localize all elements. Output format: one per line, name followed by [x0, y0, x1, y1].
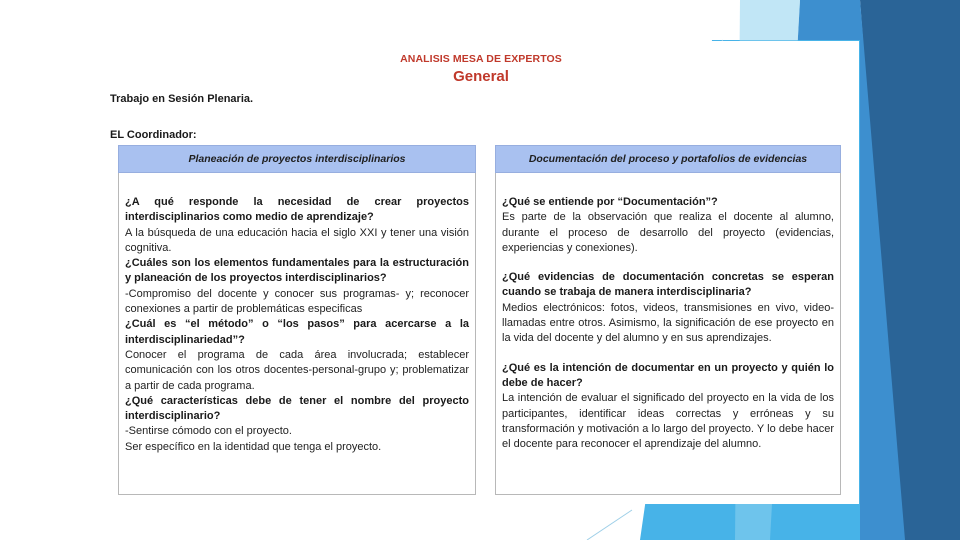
document-subtitle: General: [453, 68, 509, 85]
question: ¿A qué responde la necesidad de crear proyectos interdisciplinarios como medio de aprendizaje?: [125, 196, 469, 224]
answer: -Compromiso del docente y conocer sus programas- y; reconocer conexiones a partir de problemáticas especificas: [125, 287, 469, 316]
coordinator-heading: EL Coordinador:: [110, 129, 197, 141]
question: ¿Cuáles son los elementos fundamentales para la estructuración y planeación de los proyectos interdisciplinarios?: [125, 257, 469, 285]
answer: -Sentirse cómodo con el proyecto.: [125, 425, 292, 438]
column-header-planning: Planeación de proyectos interdisciplinarios: [118, 145, 476, 173]
document-page: [103, 41, 859, 504]
question: ¿Qué evidencias de documentación concretas se esperan cuando se trabaja de manera interdisciplinaria?: [502, 271, 834, 299]
question: ¿Qué es la intención de documentar en un proyecto y quién lo debe de hacer?: [502, 361, 834, 389]
answer: Medios electrónicos: fotos, videos, transmisiones en vivo, video-llamadas entre otros. Asimismo, la significación de ese proyecto en la vida del docente y del alumno y en sus aprendizajes.: [502, 301, 834, 345]
question: ¿Cuál es “el método” o “los pasos” para acercarse a la interdisciplinariedad”?: [125, 318, 469, 346]
answer: La intención de evaluar el significado del proyecto en la vida de los participantes, identificar ideas correctas y erróneas y su transformación y motivación a lo largo del proyecto. Y lo debe hacer el docente para reconocer el aprendizaje del alumno.: [502, 392, 834, 451]
deco-line: [587, 510, 632, 540]
question: ¿Qué se entiende por “Documentación”?: [502, 196, 718, 208]
answer: A la búsqueda de una educación hacia el siglo XXI y tener una visión cognitiva.: [125, 226, 469, 254]
session-heading: Trabajo en Sesión Plenaria.: [110, 93, 254, 105]
answer: Ser específico en la identidad que tenga el proyecto.: [125, 440, 382, 453]
document-title: ANALISIS MESA DE EXPERTOS: [400, 53, 562, 65]
question: ¿Qué características debe de tener el nombre del proyecto interdisciplinario?: [125, 394, 469, 423]
column-planning: [118, 173, 476, 495]
column-header-documentation: Documentación del proceso y portafolios de evidencias: [495, 145, 841, 173]
column-documentation: [495, 173, 841, 495]
answer: Es parte de la observación que realiza el docente al alumno, durante el proceso de desarrollo del proyecto (evidencias, experiencias y conexiones).: [502, 211, 834, 254]
answer: Conocer el programa de cada área involucrada; establecer comunicación con los otros docentes-personal-grupo y; problematizar a partir de cada programa.: [125, 348, 469, 392]
